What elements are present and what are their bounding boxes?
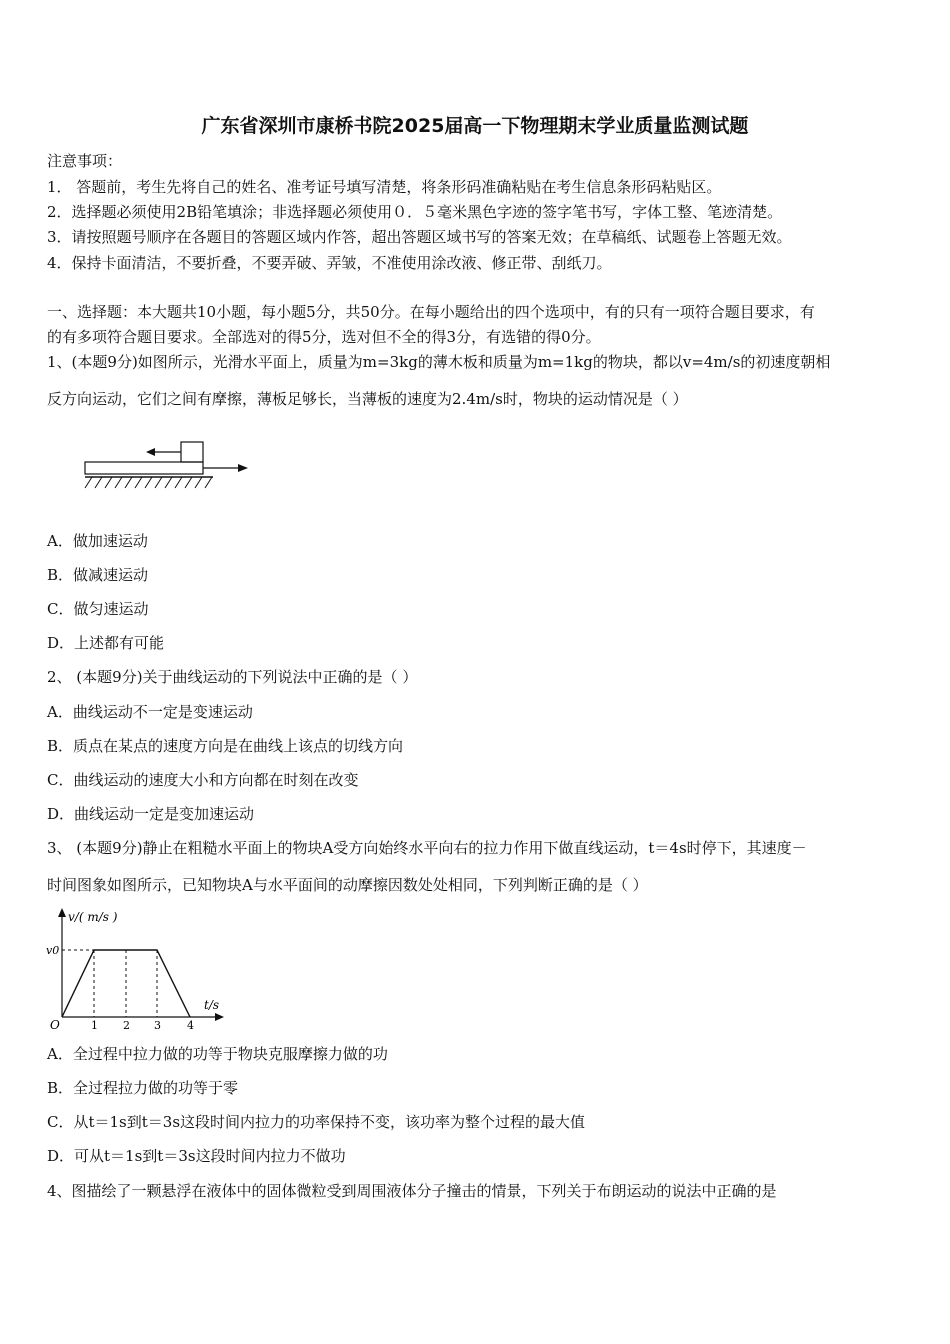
notice-heading: 注意事项：	[47, 152, 123, 170]
x-axis-label: t/s	[204, 998, 220, 1012]
section-intro-line: 一、选择题：本大题共10小题，每小题5分，共50分。在每小题给出的四个选项中，有的只有一项符合题目要求，有	[47, 303, 815, 321]
option-d: D．可从t＝1s到t＝3s这段时间内拉力不做功	[47, 1147, 346, 1165]
option-c: C．曲线运动的速度大小和方向都在时刻在改变	[47, 771, 359, 789]
arrow-left-icon	[146, 448, 155, 456]
question-1-stem-cont: 反方向运动，它们之间有摩擦，薄板足够长，当薄板的速度为2.4m/s时，物块的运动情况是（ ）	[47, 390, 688, 408]
option-c: C．从t＝1s到t＝3s这段时间内拉力的功率保持不变，该功率为整个过程的最大值	[47, 1113, 586, 1131]
question-3-stem-cont: 时间图象如图所示，已知物块A与水平面间的动摩擦因数处处相同，下列判断正确的是（ ）	[47, 876, 648, 894]
velocity-time-graph	[40, 905, 230, 1031]
question-1-stem: 1、(本题9分)如图所示，光滑水平面上，质量为m=3kg的薄木板和质量为m=1kg的物块，都以v=4m/s的初速度朝相	[47, 353, 831, 371]
x-axis-arrow-icon	[215, 1013, 224, 1021]
board-shape	[85, 462, 203, 474]
tick-label: 3	[154, 1019, 161, 1031]
block-shape	[181, 442, 203, 462]
option-d: D．曲线运动一定是变加速运动	[47, 805, 255, 823]
notice-item: 3．请按照题号顺序在各题目的答题区域内作答，超出答题区域书写的答案无效；在草稿纸、试题卷上答题无效。	[47, 228, 792, 246]
section-intro-line: 的有多项符合题目要求。全部选对的得5分，选对但不全的得3分，有选错的得0分。	[47, 328, 601, 346]
v0-label: v0	[46, 944, 60, 957]
option-b: B．质点在某点的速度方向是在曲线上该点的切线方向	[47, 737, 404, 755]
option-b: B．做减速运动	[47, 566, 149, 584]
tick-label: 1	[91, 1019, 98, 1031]
question-4-stem: 4、图描绘了一颗悬浮在液体中的固体微粒受到周围液体分子撞击的情景，下列关于布朗运动的说法中正确的是	[47, 1182, 777, 1200]
page-title: 广东省深圳市康桥书院2025届高一下物理期末学业质量监测试题	[201, 115, 749, 137]
notice-item: 1． 答题前，考生先将自己的姓名、准考证号填写清楚，将条形码准确粘贴在考生信息条形码粘贴区。	[47, 178, 722, 196]
option-a: A．全过程中拉力做的功等于物块克服摩擦力做的功	[47, 1045, 388, 1063]
origin-label: O	[50, 1018, 60, 1031]
y-axis-arrow-icon	[58, 908, 66, 917]
notice-item: 2．选择题必须使用2B铅笔填涂；非选择题必须使用０．５毫米黑色字迹的签字笔书写，字体工整、笔迹清楚。	[47, 203, 783, 221]
tick-label: 4	[187, 1019, 194, 1031]
question-2-stem: 2、 (本题9分)关于曲线运动的下列说法中正确的是（ ）	[47, 668, 418, 686]
board-block-diagram	[80, 436, 260, 500]
notice-item: 4．保持卡面清洁，不要折叠，不要弄破、弄皱，不准使用涂改液、修正带、刮纸刀。	[47, 254, 612, 272]
tick-label: 2	[123, 1019, 130, 1031]
option-d: D．上述都有可能	[47, 634, 165, 652]
y-axis-label: v/( m/s )	[68, 910, 118, 924]
option-a: A．曲线运动不一定是变速运动	[47, 703, 253, 721]
option-c: C．做匀速运动	[47, 600, 149, 618]
option-b: B．全过程拉力做的功等于零	[47, 1079, 239, 1097]
question-3-stem: 3、 (本题9分)静止在粗糙水平面上的物块A受方向始终水平向右的拉力作用下做直线运动，t＝4s时停下，其速度－	[47, 839, 807, 857]
option-a: A．做加速运动	[47, 532, 148, 550]
arrow-right-icon	[238, 464, 248, 472]
